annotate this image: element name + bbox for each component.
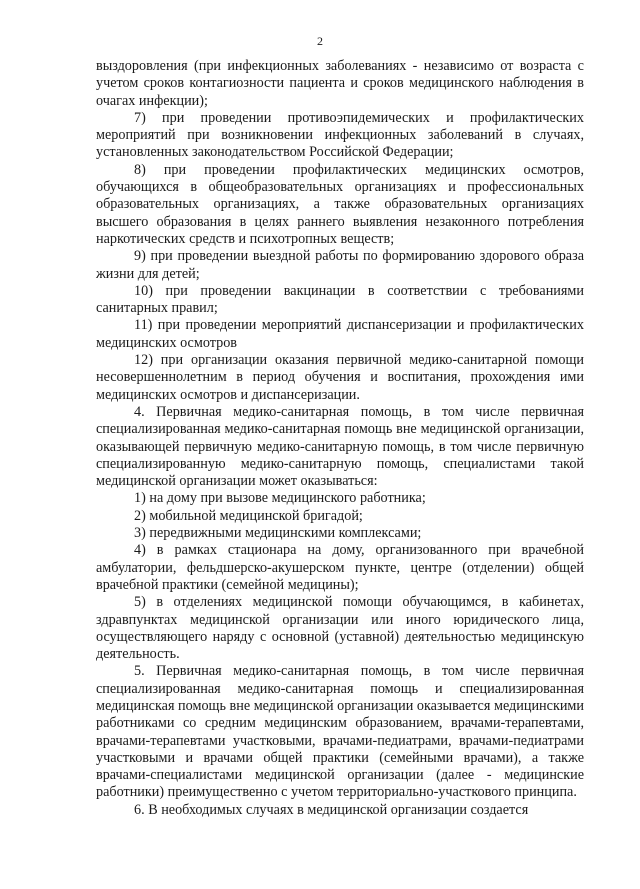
paragraph: 9) при проведении выездной работы по формированию здорового образа жизни для детей; (96, 248, 584, 282)
paragraph: 2) мобильной медицинской бригадой; (134, 507, 363, 524)
paragraph: 5) в отделениях медицинской помощи обучающимся, в кабинетах, здравпунктах медицинской организации или иного юридического лица, осуществляющего наряду с основной (уставной) деятельностью медицинскую деятельность. (96, 594, 584, 663)
paragraph: 11) при проведении мероприятий диспансеризации и профилактических медицинских осмотров (96, 317, 584, 351)
paragraph: выздоровления (при инфекционных заболеваниях - независимо от возраста с учетом сроков контагиозности пациента и сроков медицинского наблюдения в очагах инфекции); (96, 58, 584, 109)
page-number: 2 (317, 34, 323, 48)
paragraph: 4) в рамках стационара на дому, организованного при врачебной амбулатории, фельдшерско-акушерском пункте, центре (отделении) общей врачебной практики (семейной медицины); (96, 542, 584, 593)
paragraph: 4. Первичная медико-санитарная помощь, в том числе первичная специализированная медико-санитарная помощь вне медицинской организации, оказывающей первичную медико-санитарную помощь, в том числе первичную специализированную медико-санитарную помощь, специалистами такой медицинской организации может оказываться: (96, 403, 584, 490)
paragraph: 10) при проведении вакцинации в соответствии с требованиями санитарных правил; (96, 282, 584, 317)
paragraph: 7) при проведении противоэпидемических и профилактических мероприятий при возникновении инфекционных заболеваний в случаях, установленных законодательством Российской Федерации; (96, 109, 584, 161)
paragraph: 12) при организации оказания первичной медико-санитарной помощи несовершеннолетним в период обучения и воспитания, прохождения ими медицинских осмотров и диспансеризации. (96, 352, 584, 403)
paragraph: 5. Первичная медико-санитарная помощь, в том числе первичная специализированная медико-санитарная помощь и специализированная медицинская помощь вне медицинской организации оказывается медицинскими работниками со средним медицинским образованием, врачами-терапевтами, врачами-терапевтами участковыми, врачами-педиатрами, врачами-педиатрами участковыми и врачами общей практики (семейными врачами), а также врачами-специалистами медицинской организации (далее - медицинские работники) преимущественно с учетом территориально-участкового принципа. (96, 663, 584, 801)
paragraph: 6. В необходимых случаях в медицинской организации создается (134, 801, 529, 818)
paragraph: 1) на дому при вызове медицинского работника; (134, 490, 426, 507)
paragraph: 3) передвижными медицинскими комплексами; (134, 525, 422, 542)
body-text (96, 58, 584, 819)
paragraph: 8) при проведении профилактических медицинских осмотров, обучающихся в общеобразовательных организациях и профессиональных образовательных организациях, а также образовательных организациях высшего образования в целях раннего выявления незаконного потребления наркотических средств и психотропных веществ; (96, 161, 584, 247)
